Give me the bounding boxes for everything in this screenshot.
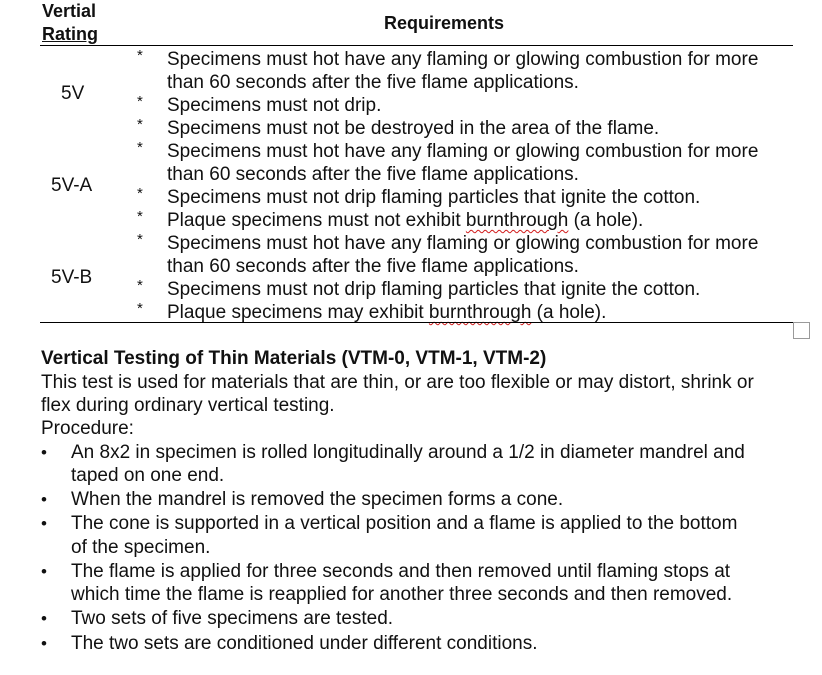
row-5va-line-3: Specimens must not drip flaming particles that ignite the cotton.	[167, 187, 701, 208]
row-5va-line-4	[167, 209, 643, 232]
row-5vb-line-4	[167, 301, 606, 324]
row-5v-line-3: Specimens must not drip.	[167, 95, 382, 116]
bullet-dot-6: •	[41, 634, 47, 653]
intro-line-1: This test is used for materials that are thin, or are too flexible or may distort, shrink or	[41, 372, 754, 393]
row-5vb-bullet-2: *	[137, 277, 143, 294]
rating-5v: 5V	[61, 83, 85, 104]
row-5va-line-2: than 60 seconds after the five flame applications.	[167, 164, 579, 185]
table-resize-handle[interactable]	[793, 322, 810, 339]
rating-5v-a: 5V-A	[51, 175, 93, 196]
spelling-error-word[interactable]: burnthrough	[465, 210, 569, 231]
row-5vb-line-4-post: (a hole).	[531, 302, 607, 323]
table-header-rating-line2: Rating	[42, 24, 98, 44]
bullet-dot-1: •	[41, 443, 47, 462]
table-bottom-rule	[40, 322, 793, 323]
row-5va-bullet-1: *	[137, 139, 143, 156]
bullet-5-line-1: Two sets of five specimens are tested.	[71, 608, 394, 629]
row-5vb-bullet-1: *	[137, 231, 143, 248]
bullet-dot-3: •	[41, 514, 47, 533]
row-5va-line-4-post: (a hole).	[568, 210, 644, 231]
row-5vb-bullet-3: *	[137, 300, 143, 317]
row-5v-line-2: than 60 seconds after the five flame applications.	[167, 72, 579, 93]
row-5vb-line-2: than 60 seconds after the five flame applications.	[167, 256, 579, 277]
section-title: Vertical Testing of Thin Materials (VTM-0, VTM-1, VTM-2)	[41, 348, 547, 369]
row-5va-line-1: Specimens must hot have any flaming or glowing combustion for more	[167, 141, 759, 162]
table-header-rating	[42, 0, 98, 46]
spelling-error-word[interactable]: burnthrough	[428, 302, 532, 323]
row-5vb-line-3: Specimens must not drip flaming particles that ignite the cotton.	[167, 279, 701, 300]
row-5v-bullet-3: *	[137, 116, 143, 133]
row-5v-bullet-2: *	[137, 93, 143, 110]
table-header-requirements: Requirements	[384, 13, 505, 33]
bullet-dot-4: •	[41, 562, 47, 581]
procedure-label: Procedure:	[41, 418, 134, 439]
row-5va-bullet-3: *	[137, 208, 143, 225]
rating-5v-b: 5V-B	[51, 267, 93, 288]
bullet-dot-5: •	[41, 609, 47, 628]
table-header-rating-line1: Vertial	[42, 1, 97, 21]
bullet-3-line-1: The cone is supported in a vertical position and a flame is applied to the bottom	[71, 513, 738, 534]
row-5vb-line-4-pre: Plaque specimens may exhibit	[167, 302, 429, 323]
row-5v-line-1: Specimens must hot have any flaming or glowing combustion for more	[167, 49, 759, 70]
row-5v-line-4: Specimens must not be destroyed in the area of the flame.	[167, 118, 660, 139]
bullet-3-line-2: of the specimen.	[71, 537, 211, 558]
intro-line-2: flex during ordinary vertical testing.	[41, 395, 335, 416]
row-5v-bullet-1: *	[137, 47, 143, 64]
row-5va-bullet-2: *	[137, 185, 143, 202]
row-5va-line-4-pre: Plaque specimens must not exhibit	[167, 210, 466, 231]
table-header-rule	[40, 45, 793, 46]
row-5vb-line-1: Specimens must hot have any flaming or glowing combustion for more	[167, 233, 759, 254]
bullet-dot-2: •	[41, 490, 47, 509]
bullet-6-line-1: The two sets are conditioned under different conditions.	[71, 633, 538, 654]
bullet-1-line-1: An 8x2 in specimen is rolled longitudinally around a 1/2 in diameter mandrel and	[71, 442, 745, 463]
bullet-4-line-2: which time the flame is reapplied for another three seconds and then removed.	[71, 584, 733, 605]
bullet-4-line-1: The flame is applied for three seconds and then removed until flaming stops at	[71, 561, 731, 582]
bullet-2-line-1: When the mandrel is removed the specimen forms a cone.	[71, 489, 564, 510]
bullet-1-line-2: taped on one end.	[71, 465, 225, 486]
